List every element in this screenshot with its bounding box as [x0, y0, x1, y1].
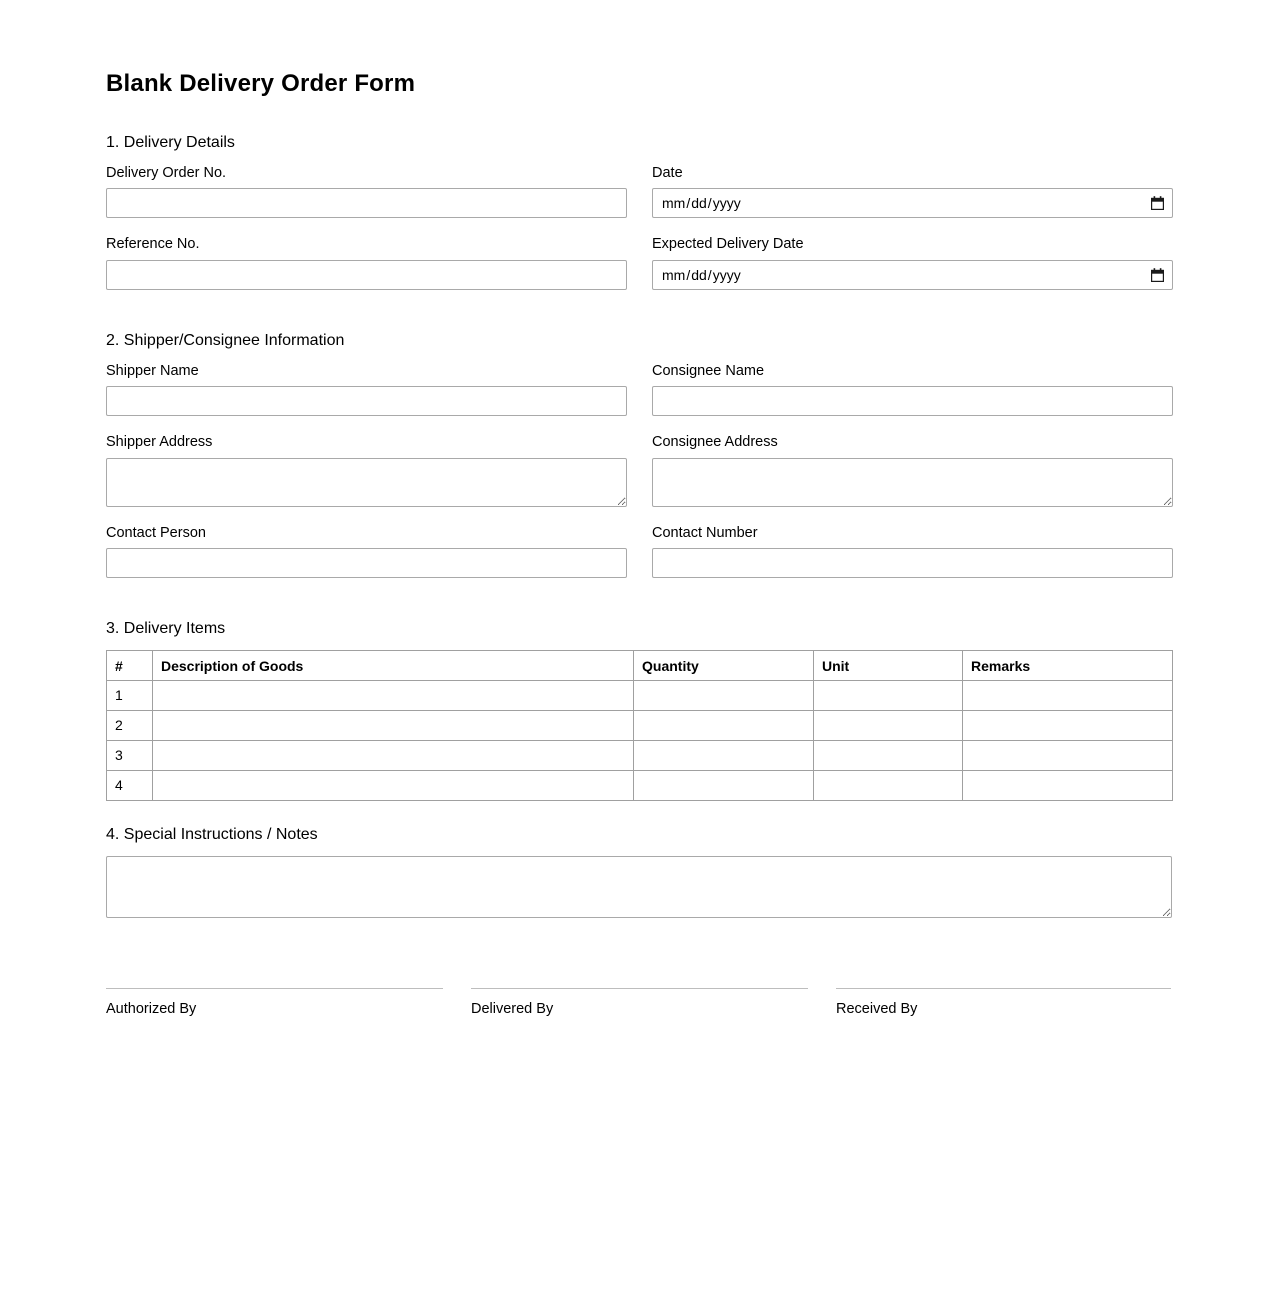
field-consignee-address: [652, 433, 1173, 507]
section-special-instructions: [106, 825, 1172, 918]
label-expected-delivery-date: Expected Delivery Date: [652, 236, 804, 253]
signature-block-authorized-by: [106, 988, 443, 1019]
date-input-wrapper: [652, 188, 1173, 218]
label-contact-number: Contact Number: [652, 524, 758, 541]
signature-line: [471, 988, 808, 989]
cell-remarks[interactable]: [963, 711, 1173, 741]
page-title: Blank Delivery Order Form: [106, 70, 416, 97]
shipper-name-input[interactable]: [106, 386, 627, 416]
field-reference-no: [106, 235, 627, 290]
cell-unit[interactable]: [814, 771, 963, 801]
field-delivery-order-no: [106, 164, 627, 219]
column-header-desc: Description of Goods: [153, 651, 634, 681]
column-header-unit: Unit: [814, 651, 963, 681]
cell-quantity[interactable]: [634, 711, 814, 741]
delivery-items-table-head: [107, 651, 1173, 681]
shipper-consignee-grid: [106, 362, 1172, 596]
field-date: [652, 164, 1173, 219]
delivery-items-table-body: [107, 681, 1173, 801]
section-heading-delivery-items: 3. Delivery Items: [106, 620, 226, 638]
field-shipper-address: [106, 433, 627, 507]
field-shipper-name: [106, 362, 627, 417]
table-row: [107, 711, 1173, 741]
column-header-remarks: Remarks: [963, 651, 1173, 681]
label-reference-no: Reference No.: [106, 236, 200, 253]
section-heading-shipper-consignee: 2. Shipper/Consignee Information: [106, 331, 345, 349]
signature-label-authorized-by: Authorized By: [106, 1000, 197, 1017]
delivery-items-table: [106, 650, 1173, 801]
signature-section: [106, 988, 1172, 1019]
label-consignee-name: Consignee Name: [652, 362, 765, 379]
column-header-quantity: Quantity: [634, 651, 814, 681]
contact-person-input[interactable]: [106, 548, 627, 578]
cell-description[interactable]: [153, 681, 634, 711]
expected-delivery-date-wrapper: [652, 260, 1173, 290]
expected-delivery-date-input[interactable]: [652, 260, 1173, 290]
cell-row-number: 4: [107, 771, 153, 801]
signature-label-delivered-by: Delivered By: [471, 1000, 554, 1017]
field-contact-person: [106, 524, 627, 579]
section-delivery-items: [106, 619, 1172, 801]
cell-quantity[interactable]: [634, 771, 814, 801]
section-heading-delivery-details: 1. Delivery Details: [106, 133, 235, 151]
cell-quantity[interactable]: [634, 681, 814, 711]
column-header-num: #: [107, 651, 153, 681]
signature-label-received-by: Received By: [836, 1000, 918, 1017]
cell-row-number: 1: [107, 681, 153, 711]
signature-line: [836, 988, 1171, 989]
cell-description[interactable]: [153, 771, 634, 801]
label-consignee-address: Consignee Address: [652, 434, 778, 451]
signature-block-received-by: [836, 988, 1171, 1019]
table-row: [107, 681, 1173, 711]
reference-no-input[interactable]: [106, 260, 627, 290]
table-row: [107, 771, 1173, 801]
cell-unit[interactable]: [814, 711, 963, 741]
special-instructions-textarea[interactable]: [106, 856, 1172, 918]
field-contact-number: [652, 524, 1173, 579]
field-expected-delivery-date: [652, 235, 1173, 290]
label-shipper-name: Shipper Name: [106, 362, 199, 379]
label-date: Date: [652, 164, 683, 181]
shipper-address-textarea[interactable]: [106, 458, 627, 507]
cell-description[interactable]: [153, 711, 634, 741]
table-row: [107, 741, 1173, 771]
date-input[interactable]: [652, 188, 1173, 218]
cell-remarks[interactable]: [963, 681, 1173, 711]
label-contact-person: Contact Person: [106, 524, 206, 541]
contact-number-input[interactable]: [652, 548, 1173, 578]
cell-quantity[interactable]: [634, 741, 814, 771]
label-shipper-address: Shipper Address: [106, 434, 213, 451]
consignee-name-input[interactable]: [652, 386, 1173, 416]
section-shipper-consignee: [106, 331, 1172, 595]
cell-remarks[interactable]: [963, 741, 1173, 771]
cell-row-number: 3: [107, 741, 153, 771]
delivery-order-no-input[interactable]: [106, 188, 627, 218]
field-consignee-name: [652, 362, 1173, 417]
cell-unit[interactable]: [814, 681, 963, 711]
delivery-details-grid: [106, 164, 1172, 307]
consignee-address-textarea[interactable]: [652, 458, 1173, 507]
signature-line: [106, 988, 443, 989]
signature-block-delivered-by: [471, 988, 808, 1019]
section-heading-special-instructions: 4. Special Instructions / Notes: [106, 826, 318, 843]
cell-description[interactable]: [153, 741, 634, 771]
section-delivery-details: [106, 133, 1172, 307]
cell-remarks[interactable]: [963, 771, 1173, 801]
cell-unit[interactable]: [814, 741, 963, 771]
table-header-row: [107, 651, 1173, 681]
cell-row-number: 2: [107, 711, 153, 741]
label-delivery-order-no: Delivery Order No.: [106, 164, 227, 181]
